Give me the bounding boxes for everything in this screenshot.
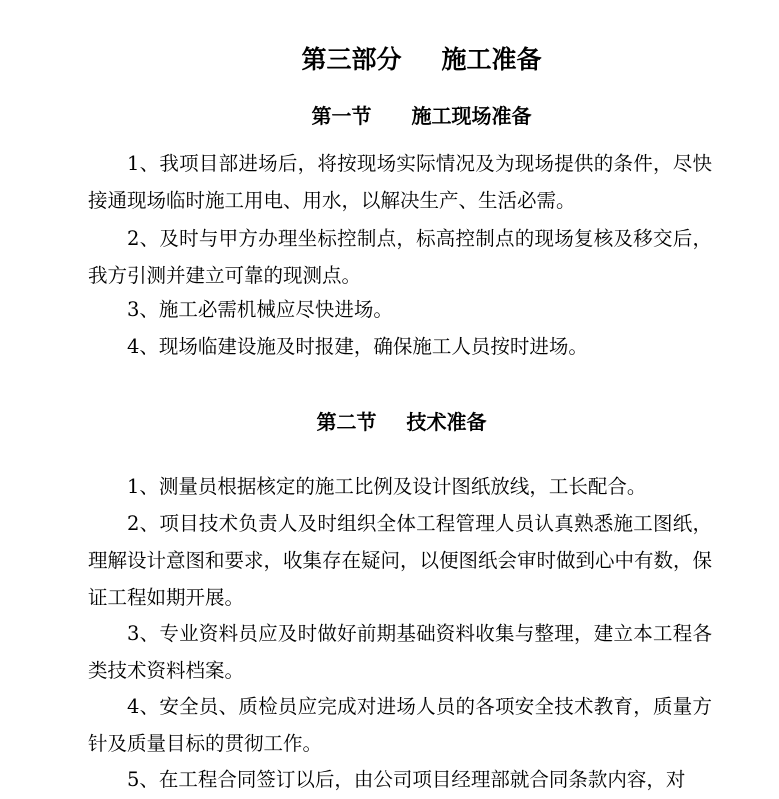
paragraph: 4、安全员、质检员应完成对进场人员的各项安全技术教育，质量方针及质量目标的贯彻工作。 bbox=[88, 695, 712, 755]
section-number: 第一节 bbox=[311, 104, 372, 128]
paragraph: 2、及时与甲方办理坐标控制点，标高控制点的现场复核及移交后，我方引测并建立可靠的现测点。 bbox=[88, 227, 712, 287]
part-title bbox=[0, 40, 779, 80]
part-number: 第三部分 bbox=[301, 45, 402, 74]
paragraph: 1、我项目部进场后，将按现场实际情况及为现场提供的条件，尽快接通现场临时施工用电、用水，以解决生产、生活必需。 bbox=[88, 152, 712, 212]
paragraph: 4、现场临建设施及时报建，确保施工人员按时进场。 bbox=[127, 335, 588, 358]
section-name: 技术准备 bbox=[406, 410, 487, 434]
paragraph: 3、专业资料员应及时做好前期基础资料收集与整理，建立本工程各类技术资料档案。 bbox=[88, 622, 712, 682]
paragraph: 3、施工必需机械应尽快进场。 bbox=[127, 298, 393, 321]
paragraph: 5、在工程合同签订以后，由公司项目经理部就合同条款内容，对 bbox=[127, 768, 686, 791]
part-name: 施工准备 bbox=[441, 45, 542, 74]
paragraph: 2、项目技术负责人及时组织全体工程管理人员认真熟悉施工图纸，理解设计意图和要求，收集存在疑问，以便图纸会审时做到心中有数，保证工程如期开展。 bbox=[88, 512, 713, 609]
section-name: 施工现场准备 bbox=[411, 104, 532, 128]
section-title-site-preparation bbox=[0, 101, 779, 131]
section-title-technical-preparation bbox=[0, 407, 779, 437]
section-number: 第二节 bbox=[316, 410, 377, 434]
paragraph: 1、测量员根据核定的施工比例及设计图纸放线，工长配合。 bbox=[127, 475, 647, 498]
